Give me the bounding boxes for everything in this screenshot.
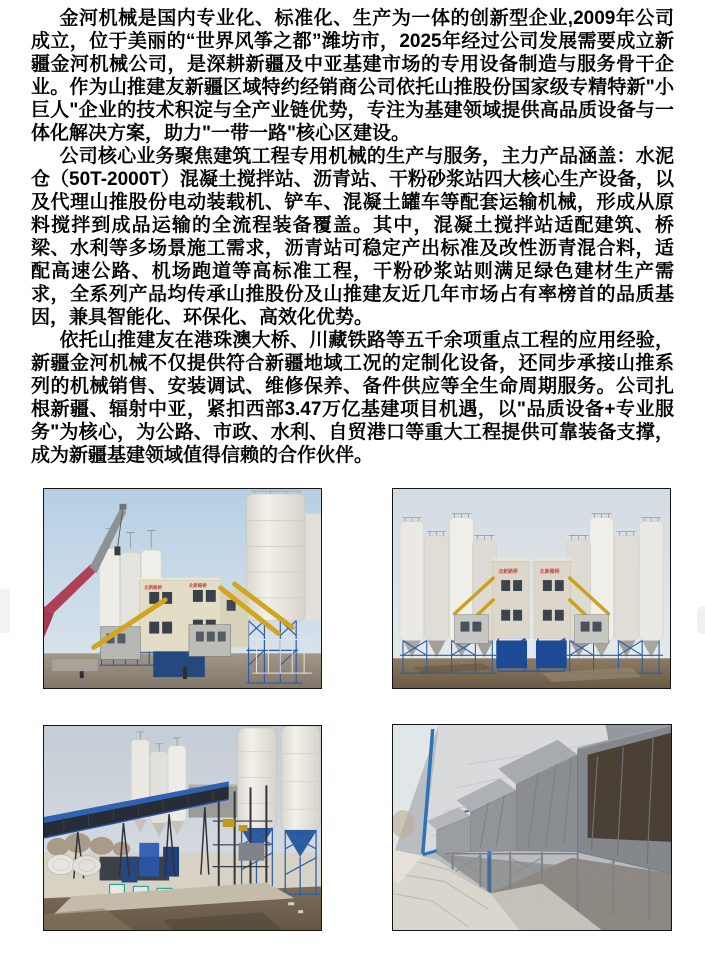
- right-edge-artifact: [697, 607, 705, 634]
- paragraph-core-business: 公司核心业务聚焦建筑工程专用机械的生产与服务，主力产品涵盖：水泥仓（50T-2000T）混凝土搅拌站、沥青站、干粉砂浆站四大核心生产设备，以及代理山推股份电动装载机、铲车、混凝土罐车等配套运输机械，形成从原料搅拌到成品运输的全流程装备覆盖。其中，混凝土搅拌站适配建筑、桥梁、水利等多场景施工需求，沥青站可稳定产出标准及改性沥青混合料，适配高速公路、机场跑道等高标准工程，干粉砂浆站则满足绿色建材生产需求，全系列产品均传承山推股份及山推建友近几年市场占有率榜首的品质基因，兼具智能化、环保化、高效化优势。: [31, 146, 674, 328]
- building-logo-left: 北新路桥: [144, 585, 163, 590]
- photo-aggregate-hoppers: [392, 724, 672, 931]
- building-logo-right: 北新路桥: [539, 570, 560, 576]
- paragraph-service-network: 依托山推建友在港珠澳大桥、川藏铁路等五千余项重点工程的应用经验，新疆金河机械不仅提供符合新疆地域工况的定制化设备，还同步承接山推系列的机械销售、安装调试、维修保养、备件供应等全生命周期服务。公司扎根新疆、辐射中亚，紧扣西部3.47万亿基建项目机遇，以"品质设备+专业服务"为核心，为公路、市政、水利、自贸港口等重大工程提供可靠装备支撑，成为新疆基建领域值得信赖的合作伙伴。: [31, 330, 674, 466]
- photo-batching-plant-installation: [43, 488, 322, 689]
- left-edge-artifact: [0, 589, 10, 633]
- article-text: [31, 7, 674, 467]
- photo-3-illustration: [44, 726, 321, 930]
- photo-1-illustration: [44, 489, 321, 688]
- photo-plant-inclined-conveyor: [43, 725, 322, 931]
- building-logo-left: 北新路桥: [498, 570, 519, 576]
- photo-4-illustration: [393, 725, 671, 930]
- photo-twin-batching-plant: [392, 488, 671, 689]
- photo-2-illustration: [393, 489, 670, 688]
- paragraph-company-intro: 金河机械是国内专业化、标准化、生产为一体的创新型企业,2009年公司成立，位于美丽的“世界风筝之都”潍坊市，2025年经过公司发展需要成立新疆金河机械公司，是深耕新疆及中亚基建市场的专用设备制造与服务骨干企业。作为山推建友新疆区域特约经销商公司依托山推股份国家级专精特新"小巨人"企业的技术积淀与全产业链优势，专注为基建领域提供高品质设备与一体化解决方案，助力"一带一路"核心区建设。: [31, 8, 674, 144]
- concrete-blocks: [52, 659, 98, 671]
- building-logo-right: 北新路桥: [188, 583, 207, 589]
